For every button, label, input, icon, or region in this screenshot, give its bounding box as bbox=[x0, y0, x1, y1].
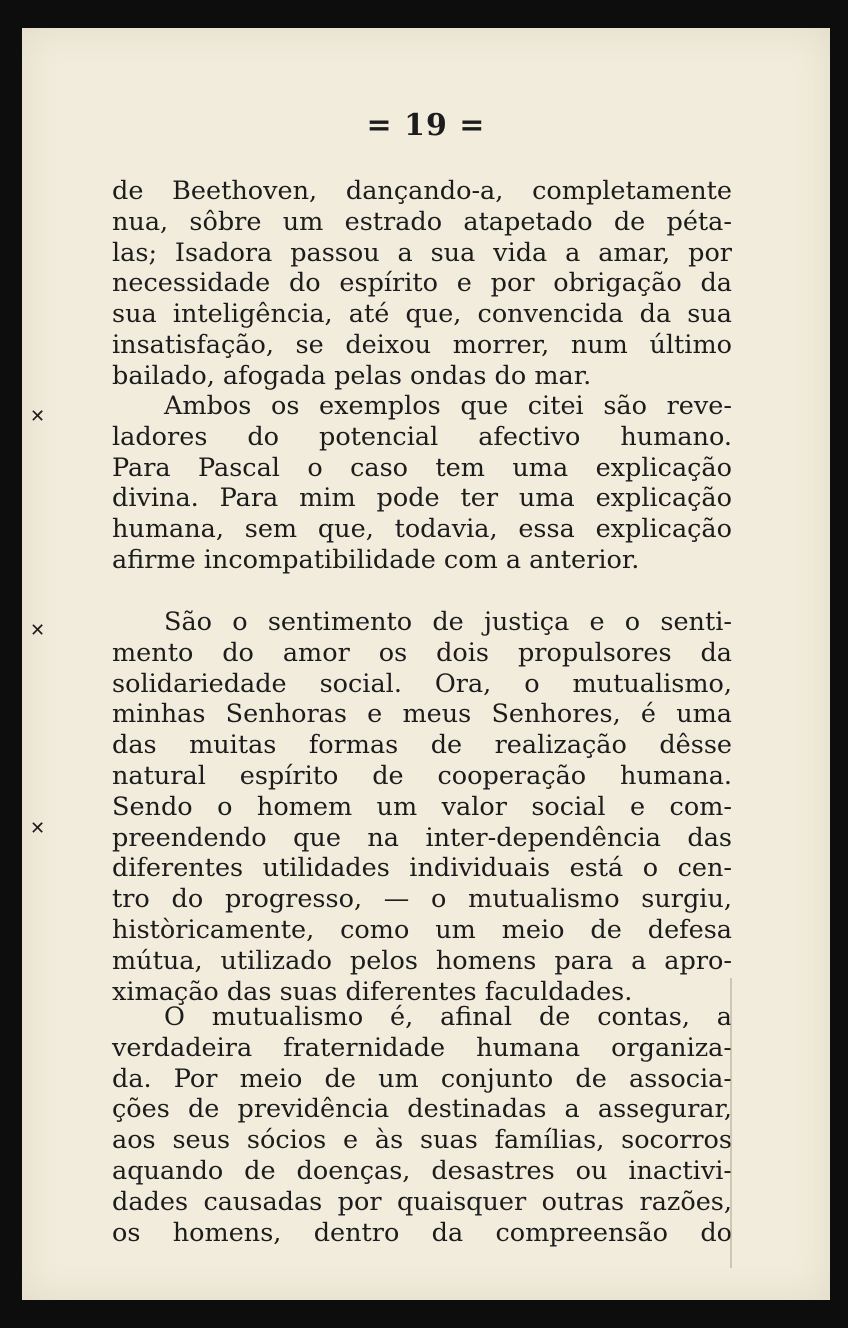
text-line: solidariedade social. Ora, o mutualismo, bbox=[112, 668, 732, 699]
text-line: Para Pascal o caso tem uma explicação bbox=[112, 452, 732, 483]
book-page bbox=[22, 28, 830, 1300]
margin-mark: ✕ bbox=[30, 406, 46, 427]
text-line: natural espírito de cooperação humana. bbox=[112, 760, 732, 791]
paragraph-1 bbox=[112, 176, 732, 392]
text-line: preendendo que na inter-dependência das bbox=[112, 822, 732, 853]
page-number: = 19 = bbox=[366, 108, 486, 143]
text-line: mútua, utilizado pelos homens para a apro- bbox=[112, 945, 732, 976]
text-line: las; Isadora passou a sua vida a amar, por bbox=[112, 237, 732, 268]
margin-pencil-line bbox=[730, 978, 732, 1268]
text-line: ladores do potencial afectivo humano. bbox=[112, 421, 732, 452]
text-line: aos seus sócios e às suas famílias, socorros bbox=[112, 1125, 732, 1156]
text-line: divina. Para mim pode ter uma explicação bbox=[112, 483, 732, 514]
margin-mark: ✕ bbox=[30, 818, 46, 839]
text-line: necessidade do espírito e por obrigação da bbox=[112, 268, 732, 299]
text-line: ções de previdência destinadas a assegurar, bbox=[112, 1094, 732, 1125]
text-line: nua, sôbre um estrado atapetado de péta- bbox=[112, 206, 732, 237]
text-line: afirme incompatibilidade com a anterior. bbox=[112, 544, 640, 575]
text-line: diferentes utilidades individuais está o cen- bbox=[112, 853, 732, 884]
text-line: de Beethoven, dançando-a, completamente bbox=[112, 176, 732, 206]
text-line: das muitas formas de realização dêsse bbox=[112, 730, 732, 761]
text-line: bailado, afogada pelas ondas do mar. bbox=[112, 360, 592, 391]
text-line: minhas Senhoras e meus Senhores, é uma bbox=[112, 699, 732, 730]
text-line: O mutualismo é, afinal de contas, a bbox=[164, 1002, 732, 1032]
text-line: ximação das suas diferentes faculdades. bbox=[112, 976, 633, 1007]
text-line: tro do progresso, — o mutualismo surgiu, bbox=[112, 884, 732, 915]
text-line: os homens, dentro da compreensão do bbox=[112, 1217, 732, 1248]
paragraph-4 bbox=[112, 1002, 732, 1248]
paragraph-3 bbox=[112, 607, 732, 1007]
text-line: Sendo o homem um valor social e com- bbox=[112, 791, 732, 822]
text-line: Ambos os exemplos que citei são reve- bbox=[164, 391, 732, 421]
text-line: històricamente, como um meio de defesa bbox=[112, 914, 732, 945]
text-line: insatisfação, se deixou morrer, num último bbox=[112, 329, 732, 360]
text-line: sua inteligência, até que, convencida da sua bbox=[112, 299, 732, 330]
text-line: verdadeira fraternidade humana organiza- bbox=[112, 1032, 732, 1063]
text-line: dades causadas por quaisquer outras razões, bbox=[112, 1186, 732, 1217]
text-line: aquando de doenças, desastres ou inactivi- bbox=[112, 1155, 732, 1186]
text-line: mento do amor os dois propulsores da bbox=[112, 637, 732, 668]
margin-mark: ✕ bbox=[30, 620, 46, 641]
paragraph-2 bbox=[112, 391, 732, 576]
text-line: humana, sem que, todavia, essa explicação bbox=[112, 514, 732, 545]
text-line: da. Por meio de um conjunto de associa- bbox=[112, 1063, 732, 1094]
text-line: São o sentimento de justiça e o senti- bbox=[164, 607, 732, 637]
